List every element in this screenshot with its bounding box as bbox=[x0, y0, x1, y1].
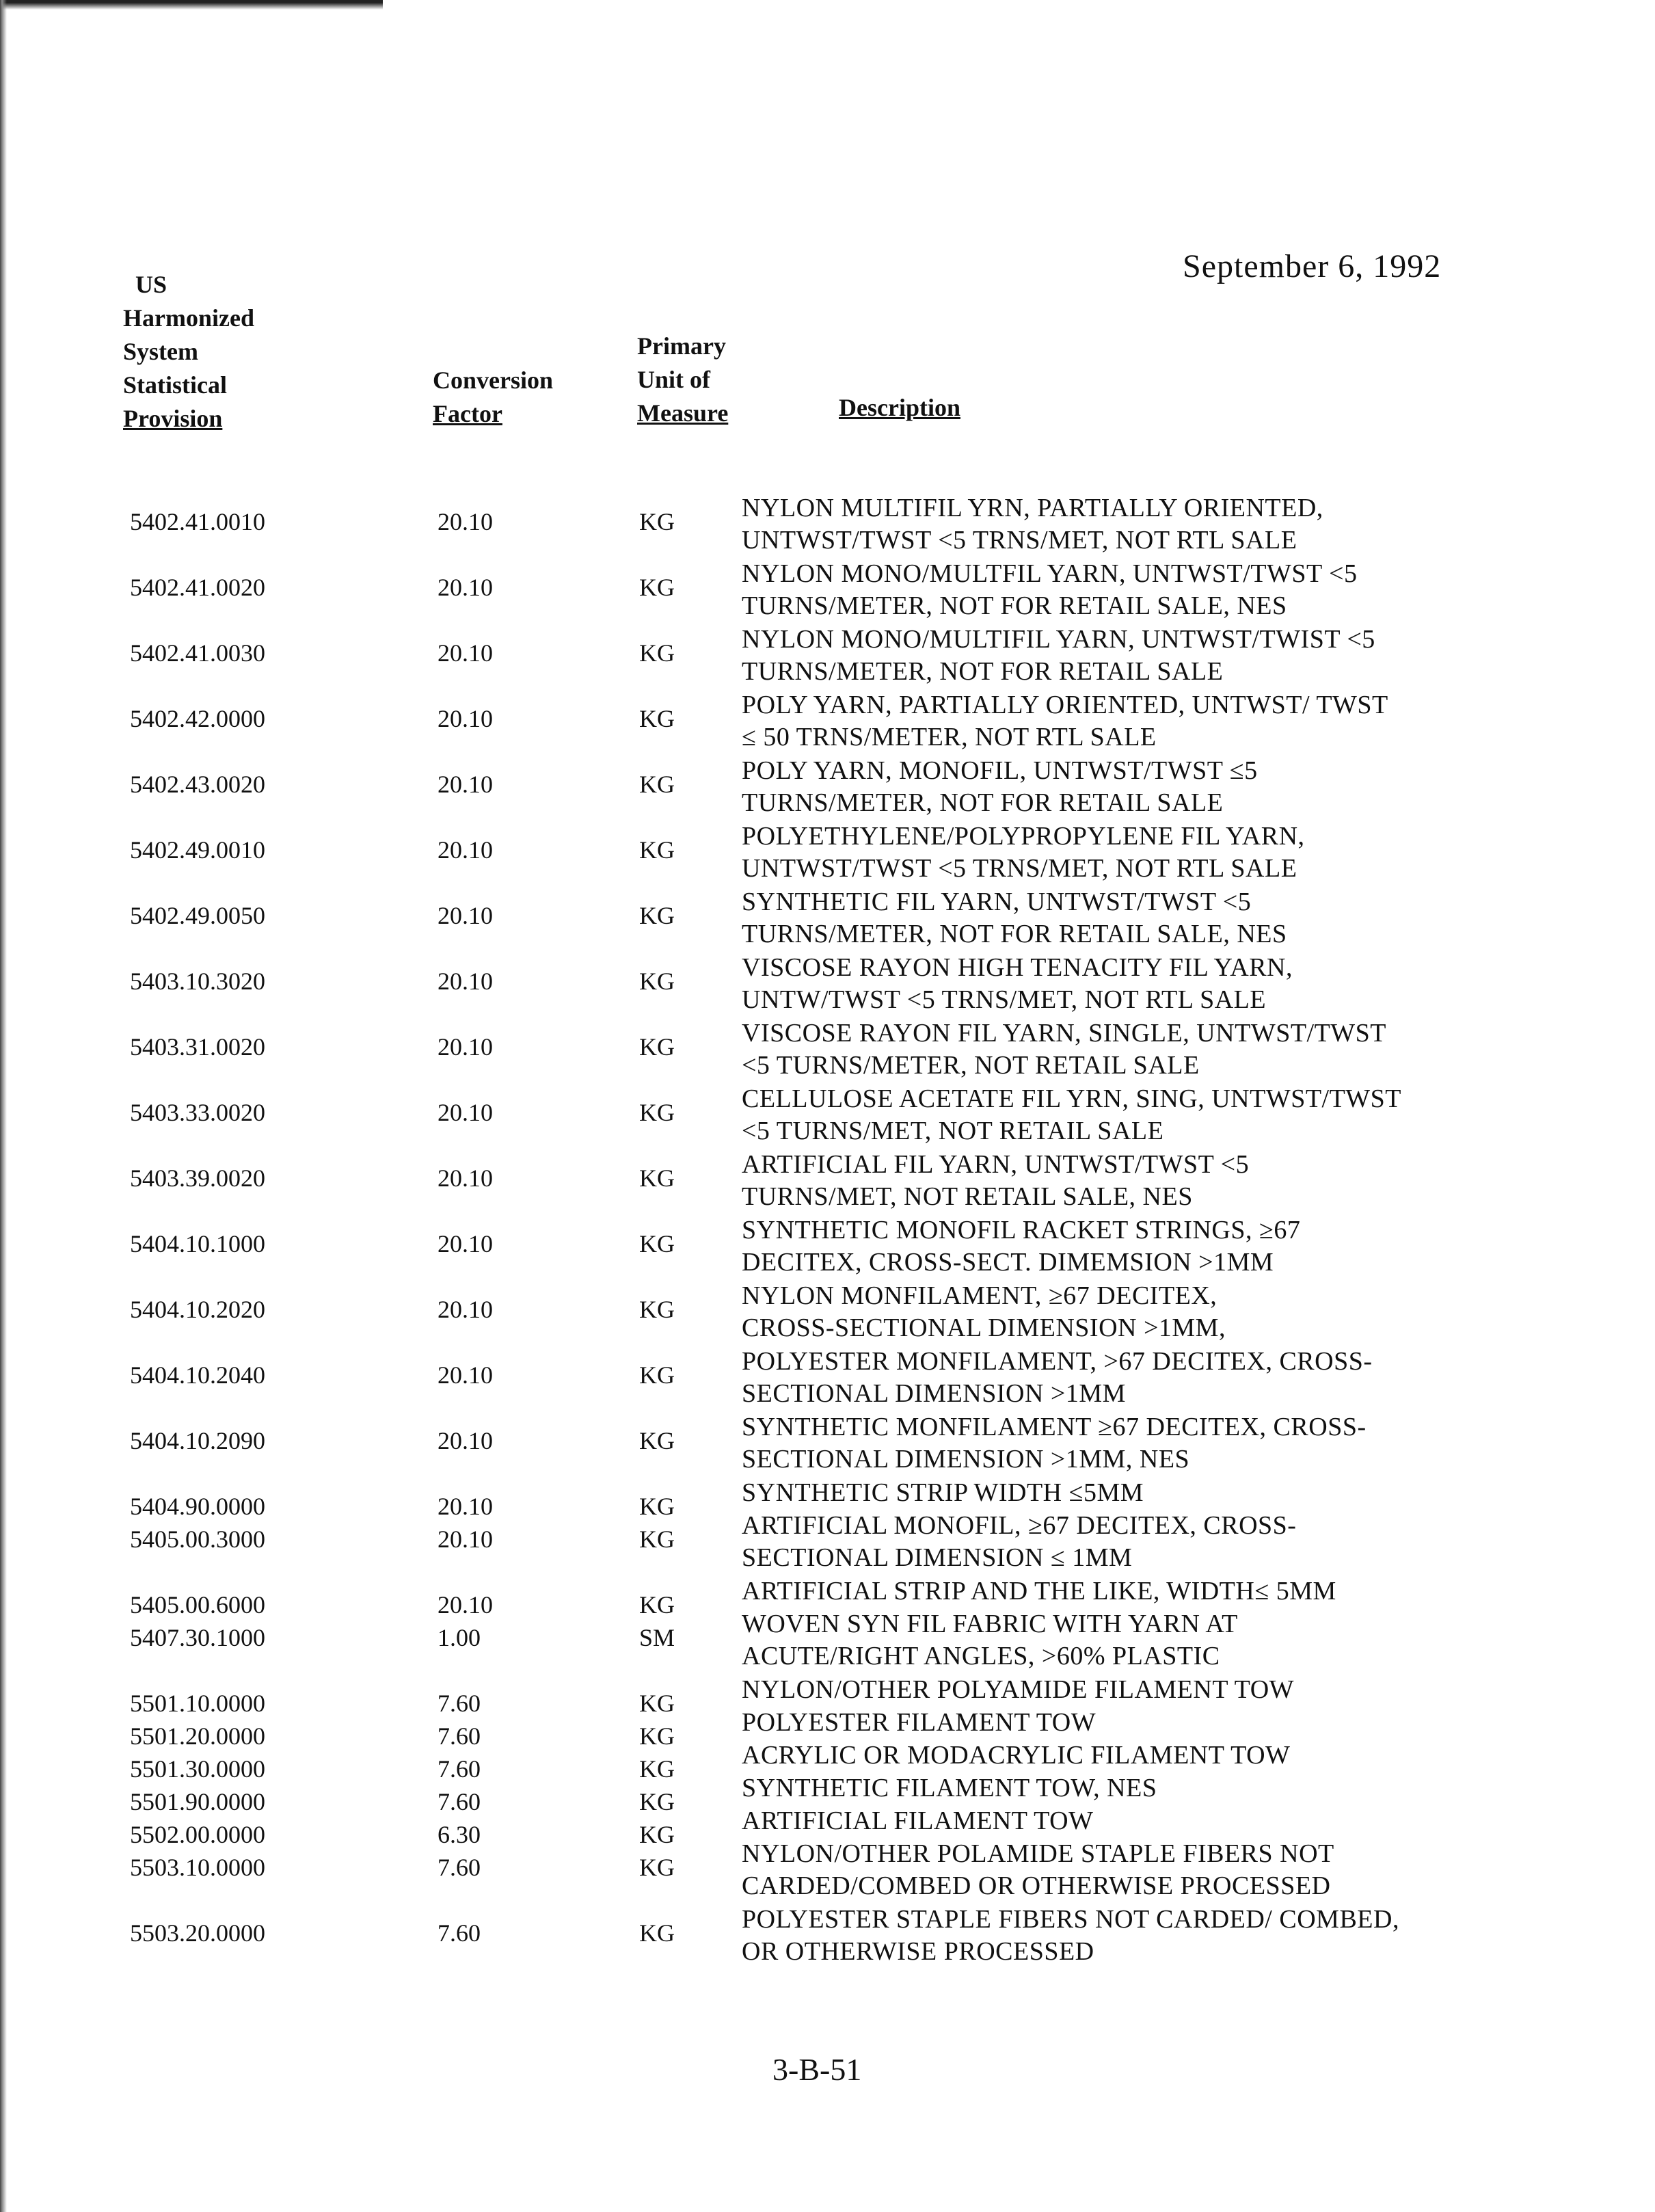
table-row bbox=[0, 1149, 1655, 1214]
conversion-factor: 20.10 bbox=[438, 836, 493, 864]
unit-of-measure: KG bbox=[639, 508, 675, 535]
unit-of-measure: KG bbox=[639, 639, 675, 667]
description-line: NYLON MONO/MULTFIL YARN, UNTWST/TWST <5 bbox=[742, 559, 1358, 588]
description-line: ARTIFICIAL FILAMENT TOW bbox=[742, 1807, 1094, 1835]
unit-of-measure: KG bbox=[639, 1493, 675, 1520]
table-row bbox=[0, 1674, 1655, 1717]
header-unit-line: Primary bbox=[637, 332, 726, 360]
unit-of-measure: KG bbox=[639, 705, 675, 732]
description-line: ARTIFICIAL STRIP AND THE LIKE, WIDTH≤ 5MM bbox=[742, 1577, 1336, 1605]
description-line: POLY YARN, PARTIALLY ORIENTED, UNTWST/ TWST bbox=[742, 691, 1388, 719]
conversion-factor: 20.10 bbox=[438, 1591, 493, 1618]
description bbox=[742, 821, 1480, 885]
conversion-factor: 1.00 bbox=[438, 1624, 481, 1651]
conversion-factor: 20.10 bbox=[438, 1525, 493, 1553]
unit-of-measure: KG bbox=[639, 1854, 675, 1881]
table-row bbox=[0, 1280, 1655, 1346]
description bbox=[742, 492, 1480, 557]
header-hts-line: System bbox=[123, 338, 198, 365]
header-conversion-line: Factor bbox=[433, 400, 502, 427]
hts-code: 5404.10.2090 bbox=[130, 1427, 265, 1454]
description-line: ARTIFICIAL MONOFIL, ≥67 DECITEX, CROSS- bbox=[742, 1511, 1297, 1540]
unit-of-measure: KG bbox=[639, 1230, 675, 1257]
conversion-factor: 20.10 bbox=[438, 1033, 493, 1061]
unit-of-measure: KG bbox=[639, 1690, 675, 1717]
hts-code: 5405.00.6000 bbox=[130, 1591, 265, 1618]
description-line: SYNTHETIC STRIP WIDTH ≤5MM bbox=[742, 1478, 1144, 1507]
unit-of-measure: KG bbox=[639, 1099, 675, 1126]
table-row bbox=[0, 492, 1655, 558]
description-line: SECTIONAL DIMENSION >1MM bbox=[742, 1379, 1126, 1408]
hts-code: 5407.30.1000 bbox=[130, 1624, 265, 1651]
table-row bbox=[0, 1017, 1655, 1083]
description-line: WOVEN SYN FIL FABRIC WITH YARN AT bbox=[742, 1610, 1238, 1638]
unit-of-measure: KG bbox=[639, 1525, 675, 1553]
table-row bbox=[0, 1510, 1655, 1575]
table-row bbox=[0, 1575, 1655, 1618]
conversion-factor: 20.10 bbox=[438, 1296, 493, 1323]
description-line: <5 TURNS/MET, NOT RETAIL SALE bbox=[742, 1117, 1164, 1145]
header-description-label: Description bbox=[839, 394, 960, 421]
description bbox=[742, 1805, 1480, 1837]
unit-of-measure: SM bbox=[639, 1624, 675, 1651]
hts-code: 5404.10.2020 bbox=[130, 1296, 265, 1323]
hts-code: 5402.43.0020 bbox=[130, 771, 265, 798]
unit-of-measure: KG bbox=[639, 902, 675, 929]
page-number: 3-B-51 bbox=[772, 2052, 862, 2087]
unit-of-measure: KG bbox=[639, 1755, 675, 1783]
conversion-factor: 7.60 bbox=[438, 1788, 481, 1815]
description bbox=[742, 1214, 1480, 1279]
hts-code: 5405.00.3000 bbox=[130, 1525, 265, 1553]
header-conversion-line: Conversion bbox=[433, 367, 554, 394]
description-line: POLY YARN, MONOFIL, UNTWST/TWST ≤5 bbox=[742, 756, 1258, 785]
hts-code: 5402.41.0020 bbox=[130, 574, 265, 601]
description bbox=[742, 689, 1480, 754]
unit-of-measure: KG bbox=[639, 1919, 675, 1947]
description-line: SECTIONAL DIMENSION >1MM, NES bbox=[742, 1445, 1190, 1474]
header-hts-line: Provision bbox=[123, 405, 223, 432]
hts-code: 5404.90.0000 bbox=[130, 1493, 265, 1520]
description bbox=[742, 624, 1480, 688]
header-hts-provision bbox=[123, 268, 254, 436]
conversion-factor: 20.10 bbox=[438, 1099, 493, 1126]
conversion-factor: 7.60 bbox=[438, 1919, 481, 1947]
table-row bbox=[0, 886, 1655, 952]
description-line: OR OTHERWISE PROCESSED bbox=[742, 1937, 1094, 1966]
unit-of-measure: KG bbox=[639, 836, 675, 864]
conversion-factor: 20.10 bbox=[438, 1427, 493, 1454]
description-line: SYNTHETIC MONOFIL RACKET STRINGS, ≥67 bbox=[742, 1216, 1301, 1244]
description-line: TURNS/METER, NOT FOR RETAIL SALE bbox=[742, 657, 1224, 686]
table-row bbox=[0, 1608, 1655, 1674]
conversion-factor: 20.10 bbox=[438, 1164, 493, 1192]
description-line: UNTWST/TWST <5 TRNS/MET, NOT RTL SALE bbox=[742, 854, 1297, 883]
table-row bbox=[0, 624, 1655, 689]
description bbox=[742, 1510, 1480, 1574]
description bbox=[742, 558, 1480, 622]
header-hts-line: Harmonized bbox=[123, 304, 254, 332]
description bbox=[742, 1707, 1480, 1739]
provision-table bbox=[0, 492, 1655, 1969]
description-line: POLYESTER FILAMENT TOW bbox=[742, 1708, 1096, 1737]
description-line: VISCOSE RAYON HIGH TENACITY FIL YARN, bbox=[742, 953, 1293, 982]
description-line: SYNTHETIC MONFILAMENT ≥67 DECITEX, CROSS- bbox=[742, 1413, 1367, 1441]
header-conversion-factor bbox=[433, 364, 553, 431]
description-line: NYLON MONO/MULTIFIL YARN, UNTWST/TWIST <5 bbox=[742, 625, 1375, 654]
unit-of-measure: KG bbox=[639, 1427, 675, 1454]
hts-code: 5403.10.3020 bbox=[130, 968, 265, 995]
header-description bbox=[839, 391, 960, 425]
table-row bbox=[0, 1772, 1655, 1815]
table-row bbox=[0, 1707, 1655, 1750]
description bbox=[742, 755, 1480, 819]
description bbox=[742, 1411, 1480, 1476]
header-unit-of-measure bbox=[637, 330, 728, 430]
description-line: SECTIONAL DIMENSION ≤ 1MM bbox=[742, 1543, 1133, 1572]
conversion-factor: 20.10 bbox=[438, 1230, 493, 1257]
description bbox=[742, 1083, 1480, 1147]
hts-code: 5501.90.0000 bbox=[130, 1788, 265, 1815]
description bbox=[742, 1017, 1480, 1082]
table-row bbox=[0, 1904, 1655, 1969]
table-row bbox=[0, 1838, 1655, 1904]
conversion-factor: 7.60 bbox=[438, 1755, 481, 1783]
description-line: UNTW/TWST <5 TRNS/MET, NOT RTL SALE bbox=[742, 985, 1267, 1014]
hts-code: 5503.20.0000 bbox=[130, 1919, 265, 1947]
description bbox=[742, 1280, 1480, 1344]
unit-of-measure: KG bbox=[639, 1361, 675, 1389]
conversion-factor: 20.10 bbox=[438, 771, 493, 798]
description-line: ACUTE/RIGHT ANGLES, >60% PLASTIC bbox=[742, 1642, 1220, 1670]
conversion-factor: 6.30 bbox=[438, 1821, 481, 1848]
unit-of-measure: KG bbox=[639, 771, 675, 798]
description-line: NYLON MONFILAMENT, ≥67 DECITEX, bbox=[742, 1281, 1217, 1310]
unit-of-measure: KG bbox=[639, 574, 675, 601]
description bbox=[742, 886, 1480, 950]
table-row bbox=[0, 952, 1655, 1017]
description bbox=[742, 952, 1480, 1016]
unit-of-measure: KG bbox=[639, 1591, 675, 1618]
table-row bbox=[0, 1805, 1655, 1848]
table-row bbox=[0, 1740, 1655, 1783]
hts-code: 5402.42.0000 bbox=[130, 705, 265, 732]
conversion-factor: 20.10 bbox=[438, 574, 493, 601]
description bbox=[742, 1674, 1480, 1706]
conversion-factor: 20.10 bbox=[438, 902, 493, 929]
hts-code: 5403.39.0020 bbox=[130, 1164, 265, 1192]
description-line: ACRYLIC OR MODACRYLIC FILAMENT TOW bbox=[742, 1741, 1291, 1770]
description bbox=[742, 1740, 1480, 1772]
hts-code: 5403.31.0020 bbox=[130, 1033, 265, 1061]
hts-code: 5402.41.0030 bbox=[130, 639, 265, 667]
conversion-factor: 7.60 bbox=[438, 1854, 481, 1881]
conversion-factor: 20.10 bbox=[438, 1361, 493, 1389]
description-line: UNTWST/TWST <5 TRNS/MET, NOT RTL SALE bbox=[742, 526, 1297, 555]
hts-code: 5404.10.2040 bbox=[130, 1361, 265, 1389]
description-line: CROSS-SECTIONAL DIMENSION >1MM, bbox=[742, 1314, 1226, 1342]
hts-code: 5403.33.0020 bbox=[130, 1099, 265, 1126]
conversion-factor: 20.10 bbox=[438, 968, 493, 995]
hts-code: 5404.10.1000 bbox=[130, 1230, 265, 1257]
table-row bbox=[0, 558, 1655, 624]
table-row bbox=[0, 1214, 1655, 1280]
description-line: POLYESTER STAPLE FIBERS NOT CARDED/ COMBED, bbox=[742, 1905, 1399, 1934]
hts-code: 5402.49.0050 bbox=[130, 902, 265, 929]
description bbox=[742, 1608, 1480, 1673]
conversion-factor: 20.10 bbox=[438, 508, 493, 535]
description bbox=[742, 1904, 1480, 1968]
description-line: DECITEX, CROSS-SECT. DIMEMSION >1MM bbox=[742, 1248, 1274, 1277]
conversion-factor: 20.10 bbox=[438, 639, 493, 667]
description-line: ≤ 50 TRNS/METER, NOT RTL SALE bbox=[742, 723, 1157, 751]
header-hts-line: Statistical bbox=[123, 371, 227, 399]
description-line: CELLULOSE ACETATE FIL YRN, SING, UNTWST/TWST bbox=[742, 1084, 1402, 1113]
table-row bbox=[0, 1346, 1655, 1411]
table-row bbox=[0, 689, 1655, 755]
description-line: TURNS/METER, NOT FOR RETAIL SALE, NES bbox=[742, 920, 1287, 948]
unit-of-measure: KG bbox=[639, 1788, 675, 1815]
description-line: ARTIFICIAL FIL YARN, UNTWST/TWST <5 bbox=[742, 1150, 1250, 1179]
conversion-factor: 20.10 bbox=[438, 1493, 493, 1520]
hts-code: 5501.10.0000 bbox=[130, 1690, 265, 1717]
table-row bbox=[0, 755, 1655, 821]
description-line: NYLON/OTHER POLYAMIDE FILAMENT TOW bbox=[742, 1675, 1295, 1704]
table-row bbox=[0, 1411, 1655, 1477]
description-line: POLYESTER MONFILAMENT, >67 DECITEX, CROSS- bbox=[742, 1347, 1373, 1376]
description-line: TURNS/METER, NOT FOR RETAIL SALE, NES bbox=[742, 591, 1287, 620]
table-row bbox=[0, 1083, 1655, 1149]
description bbox=[742, 1149, 1480, 1213]
description-line: VISCOSE RAYON FIL YARN, SINGLE, UNTWST/TWST bbox=[742, 1019, 1387, 1048]
document-date: September 6, 1992 bbox=[1183, 248, 1442, 284]
description-line: SYNTHETIC FILAMENT TOW, NES bbox=[742, 1774, 1157, 1802]
description-line: NYLON MULTIFIL YRN, PARTIALLY ORIENTED, bbox=[742, 494, 1323, 522]
conversion-factor: 20.10 bbox=[438, 705, 493, 732]
hts-code: 5402.41.0010 bbox=[130, 508, 265, 535]
header-unit-line: Unit of bbox=[637, 366, 710, 393]
unit-of-measure: KG bbox=[639, 1296, 675, 1323]
description-line: POLYETHYLENE/POLYPROPYLENE FIL YARN, bbox=[742, 822, 1305, 851]
description-line: CARDED/COMBED OR OTHERWISE PROCESSED bbox=[742, 1871, 1331, 1900]
unit-of-measure: KG bbox=[639, 1821, 675, 1848]
description-line: TURNS/MET, NOT RETAIL SALE, NES bbox=[742, 1182, 1193, 1211]
description bbox=[742, 1838, 1480, 1902]
hts-code: 5502.00.0000 bbox=[130, 1821, 265, 1848]
header-hts-line: US bbox=[135, 271, 167, 298]
description-line: NYLON/OTHER POLAMIDE STAPLE FIBERS NOT bbox=[742, 1839, 1334, 1868]
hts-code: 5501.20.0000 bbox=[130, 1722, 265, 1750]
unit-of-measure: KG bbox=[639, 1033, 675, 1061]
hts-code: 5501.30.0000 bbox=[130, 1755, 265, 1783]
description bbox=[742, 1772, 1480, 1804]
hts-code: 5402.49.0010 bbox=[130, 836, 265, 864]
description-line: SYNTHETIC FIL YARN, UNTWST/TWST <5 bbox=[742, 888, 1252, 916]
scan-edge-top bbox=[0, 0, 383, 10]
hts-code: 5503.10.0000 bbox=[130, 1854, 265, 1881]
table-row bbox=[0, 821, 1655, 886]
unit-of-measure: KG bbox=[639, 1164, 675, 1192]
unit-of-measure: KG bbox=[639, 1722, 675, 1750]
description-line: TURNS/METER, NOT FOR RETAIL SALE bbox=[742, 788, 1224, 817]
unit-of-measure: KG bbox=[639, 968, 675, 995]
description-line: <5 TURNS/METER, NOT RETAIL SALE bbox=[742, 1051, 1200, 1080]
table-row bbox=[0, 1477, 1655, 1520]
conversion-factor: 7.60 bbox=[438, 1690, 481, 1717]
description bbox=[742, 1477, 1480, 1509]
description bbox=[742, 1575, 1480, 1608]
description bbox=[742, 1346, 1480, 1410]
conversion-factor: 7.60 bbox=[438, 1722, 481, 1750]
header-unit-line: Measure bbox=[637, 399, 729, 427]
